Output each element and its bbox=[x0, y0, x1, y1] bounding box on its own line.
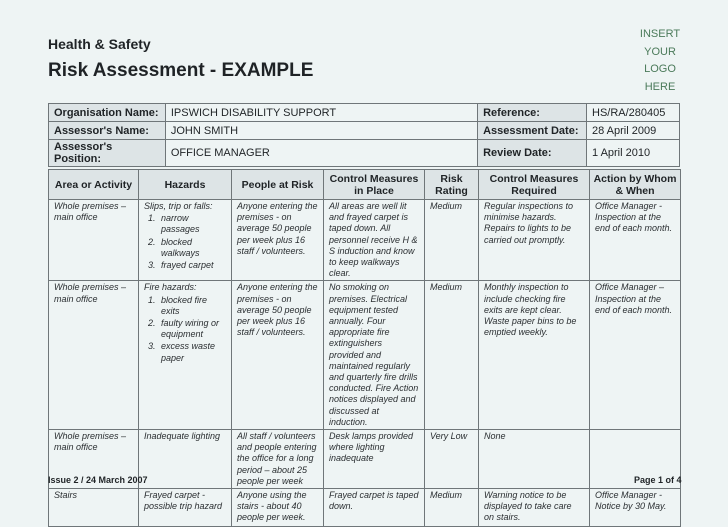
column-header: Control Measures Required bbox=[479, 170, 590, 200]
area-cell: Whole premises – main office bbox=[49, 281, 139, 430]
hazard-text: Slips, trip or falls: bbox=[144, 201, 213, 211]
table-row bbox=[49, 489, 681, 527]
action-cell: Office Manager – Inspection at the end of each month. bbox=[590, 281, 681, 430]
info-value: OFFICE MANAGER bbox=[165, 140, 477, 167]
people-at-risk-cell: Anyone using the stairs - about 40 people per week. bbox=[232, 489, 324, 527]
info-value: IPSWICH DISABILITY SUPPORT bbox=[165, 104, 477, 122]
logo-placeholder bbox=[630, 26, 690, 96]
info-value: 28 April 2009 bbox=[587, 122, 680, 140]
risk-rating-cell: Very Low bbox=[425, 430, 479, 489]
hazards-cell bbox=[139, 489, 232, 527]
hazards-cell bbox=[139, 200, 232, 281]
column-header: Control Measures in Place bbox=[324, 170, 425, 200]
hazard-list bbox=[158, 213, 226, 271]
info-value: HS/RA/280405 bbox=[587, 104, 680, 122]
info-label: Assessor's Name: bbox=[49, 122, 166, 140]
info-label: Organisation Name: bbox=[49, 104, 166, 122]
hazard-item: 3. excess waste paper bbox=[158, 341, 226, 363]
logo-line: HERE bbox=[644, 80, 676, 93]
hazard-list bbox=[158, 295, 226, 364]
info-row bbox=[49, 104, 680, 122]
control-in-place-cell: No smoking on premises. Electrical equipment tested annually. Four appropriate fire extinguishers provided and maintained regularly and quarterly fire drills conducted. Fire Action notices displayed and discussed at induction. bbox=[324, 281, 425, 430]
hazard-item: 2. blocked walkways bbox=[158, 237, 226, 259]
info-label: Assessor's Position: bbox=[49, 140, 166, 167]
column-header: Action by Whom & When bbox=[590, 170, 681, 200]
table-row bbox=[49, 200, 681, 281]
area-cell: Whole premises – main office bbox=[49, 200, 139, 281]
area-cell: Stairs bbox=[49, 489, 139, 527]
column-header: Risk Rating bbox=[425, 170, 479, 200]
info-label: Reference: bbox=[478, 104, 587, 122]
risk-rating-cell: Medium bbox=[425, 200, 479, 281]
risk-rating-cell: Medium bbox=[425, 281, 479, 430]
document-subtitle: Health & Safety bbox=[48, 36, 151, 52]
risk-rating-cell: Medium bbox=[425, 489, 479, 527]
people-at-risk-cell: Anyone entering the premises - on average 50 people per week plus 16 staff / volunteers. bbox=[232, 281, 324, 430]
risk-assessment-table bbox=[48, 169, 681, 527]
hazard-text: Inadequate lighting bbox=[144, 431, 221, 442]
control-in-place-cell: Desk lamps provided where lighting inadequate bbox=[324, 430, 425, 489]
document-title: Risk Assessment - EXAMPLE bbox=[48, 60, 314, 81]
logo-line: YOUR bbox=[644, 45, 676, 58]
hazard-item: 1. blocked fire exits bbox=[158, 295, 226, 317]
issue-date: Issue 2 / 24 March 2007 bbox=[48, 475, 148, 485]
hazards-cell bbox=[139, 281, 232, 430]
page-number: Page 1 of 4 bbox=[634, 475, 682, 485]
info-row bbox=[49, 140, 680, 167]
people-at-risk-cell: All staff / volunteers and people entering the office for a long period – about 25 people per week bbox=[232, 430, 324, 489]
assessment-info-table bbox=[48, 103, 680, 167]
hazard-item: 2. faulty wiring or equipment bbox=[158, 318, 226, 340]
control-required-cell: Warning notice to be displayed to take care on stairs. bbox=[479, 489, 590, 527]
logo-line: LOGO bbox=[644, 63, 676, 75]
hazard-text: Fire hazards: bbox=[144, 282, 197, 293]
info-row bbox=[49, 122, 680, 140]
info-value: JOHN SMITH bbox=[165, 122, 477, 140]
control-required-cell: Monthly inspection to include checking fire exits are kept clear. Waste paper bins to be emptied weekly. bbox=[479, 281, 590, 430]
action-cell: Office Manager - Inspection at the end of each month. bbox=[590, 200, 681, 281]
info-value: 1 April 2010 bbox=[587, 140, 680, 167]
info-label: Assessment Date: bbox=[478, 122, 587, 140]
area-cell: Whole premises – main office bbox=[49, 430, 139, 489]
column-header: People at Risk bbox=[232, 170, 324, 200]
hazard-item: 3. frayed carpet bbox=[158, 260, 226, 271]
table-row bbox=[49, 281, 681, 430]
control-required-cell: Regular inspections to minimise hazards. Repairs to lights to be carried out promptly. bbox=[479, 200, 590, 281]
hazard-item: 1. narrow passages bbox=[158, 213, 226, 235]
column-header: Hazards bbox=[139, 170, 232, 200]
logo-line: INSERT bbox=[639, 28, 681, 40]
control-in-place-cell: All areas are well lit and frayed carpet is taped down. All personnel receive H & S induction and know to keep walkways clear. bbox=[324, 200, 425, 281]
hazard-text: Frayed carpet - possible trip hazard bbox=[144, 490, 223, 512]
action-cell: Office Manager - Notice by 30 May. bbox=[590, 489, 681, 527]
info-label: Review Date: bbox=[478, 140, 587, 167]
column-header: Area or Activity bbox=[49, 170, 139, 200]
people-at-risk-cell: Anyone entering the premises - on average 50 people per week plus 16 staff / volunteers. bbox=[232, 200, 324, 281]
hazards-cell bbox=[139, 430, 232, 489]
control-required-cell: None bbox=[479, 430, 590, 489]
control-in-place-cell: Frayed carpet is taped down. bbox=[324, 489, 425, 527]
